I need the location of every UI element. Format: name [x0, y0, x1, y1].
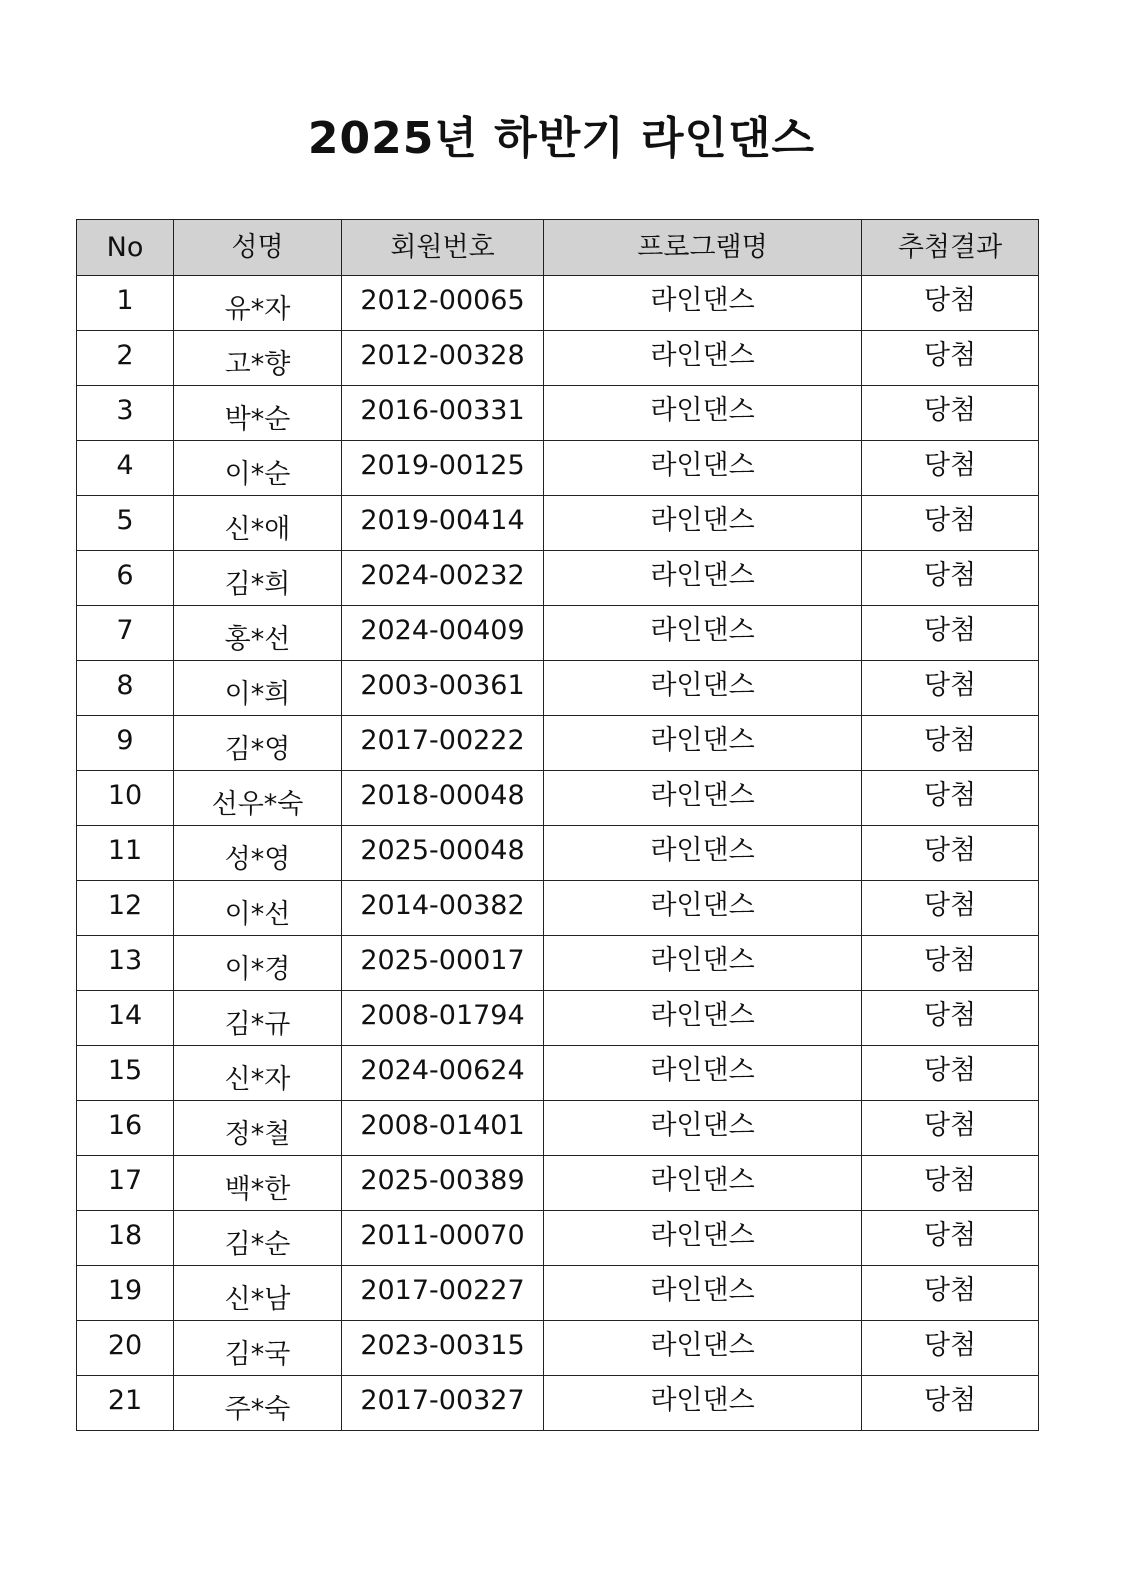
- program-name: 라인댄스: [650, 504, 755, 536]
- program-name-cell: [544, 1376, 862, 1431]
- member-name: 신*자: [224, 1063, 291, 1095]
- member-name: 이*선: [224, 898, 291, 930]
- draw-result-cell: [862, 936, 1039, 991]
- member-id: 2017-00327: [360, 1384, 525, 1416]
- member-name: 이*경: [224, 953, 291, 985]
- draw-result: 당첨: [923, 284, 977, 316]
- member-id-cell: [342, 881, 544, 936]
- table-row: [77, 661, 1039, 716]
- program-name-cell: [544, 1046, 862, 1101]
- member-name: 선우*숙: [211, 788, 304, 820]
- draw-result-cell: [862, 1046, 1039, 1101]
- table-row: [77, 1321, 1039, 1376]
- row-number-cell: [77, 826, 174, 881]
- program-name-cell: [544, 1321, 862, 1376]
- row-number-cell: [77, 1376, 174, 1431]
- row-number: 16: [107, 1109, 143, 1141]
- draw-result-cell: [862, 1376, 1039, 1431]
- member-id-cell: [342, 441, 544, 496]
- table-row: [77, 441, 1039, 496]
- header-row: [77, 220, 1039, 276]
- draw-result-cell: [862, 661, 1039, 716]
- member-name: 김*희: [224, 568, 291, 600]
- member-id-cell: [342, 606, 544, 661]
- member-id-cell: [342, 276, 544, 331]
- header-program: 프로그램명: [544, 220, 862, 276]
- row-number-cell: [77, 441, 174, 496]
- member-name: 고*향: [224, 348, 291, 380]
- draw-result-cell: [862, 606, 1039, 661]
- header-result: 추첨결과: [862, 220, 1039, 276]
- program-name-cell: [544, 881, 862, 936]
- draw-result-cell: [862, 991, 1039, 1046]
- row-number-cell: [77, 991, 174, 1046]
- member-name: 성*영: [224, 843, 291, 875]
- member-name-cell: [174, 1266, 342, 1321]
- draw-result-cell: [862, 551, 1039, 606]
- program-name-cell: [544, 551, 862, 606]
- draw-result: 당첨: [923, 1164, 977, 1196]
- row-number: 10: [107, 779, 143, 811]
- program-name: 라인댄스: [650, 999, 755, 1031]
- row-number: 21: [107, 1384, 143, 1416]
- row-number: 9: [116, 724, 134, 756]
- table-row: [77, 1156, 1039, 1211]
- member-name: 신*남: [224, 1283, 291, 1315]
- row-number: 11: [107, 834, 143, 866]
- program-name: 라인댄스: [650, 449, 755, 481]
- member-name: 이*희: [224, 678, 291, 710]
- draw-result: 당첨: [923, 1274, 977, 1306]
- table-row: [77, 881, 1039, 936]
- member-id: 2023-00315: [360, 1329, 525, 1361]
- row-number-cell: [77, 661, 174, 716]
- draw-result-cell: [862, 276, 1039, 331]
- draw-result: 당첨: [923, 999, 977, 1031]
- lottery-results-table: [76, 219, 1039, 1431]
- member-name-cell: [174, 936, 342, 991]
- row-number: 20: [107, 1329, 143, 1361]
- program-name-cell: [544, 661, 862, 716]
- row-number-cell: [77, 1266, 174, 1321]
- program-name-cell: [544, 1211, 862, 1266]
- draw-result-cell: [862, 1321, 1039, 1376]
- draw-result-cell: [862, 1266, 1039, 1321]
- draw-result-cell: [862, 1101, 1039, 1156]
- row-number-cell: [77, 606, 174, 661]
- draw-result-cell: [862, 441, 1039, 496]
- member-id: 2012-00065: [360, 284, 525, 316]
- draw-result: 당첨: [923, 1109, 977, 1141]
- draw-result: 당첨: [923, 1384, 977, 1416]
- member-name: 신*애: [224, 513, 291, 545]
- program-name-cell: [544, 441, 862, 496]
- table-row: [77, 936, 1039, 991]
- table-row: [77, 331, 1039, 386]
- member-name-cell: [174, 826, 342, 881]
- draw-result-cell: [862, 496, 1039, 551]
- member-id-cell: [342, 1101, 544, 1156]
- table-row: [77, 1046, 1039, 1101]
- row-number: 2: [116, 339, 134, 371]
- row-number-cell: [77, 1321, 174, 1376]
- program-name: 라인댄스: [650, 1164, 755, 1196]
- member-name-cell: [174, 991, 342, 1046]
- row-number: 4: [116, 449, 134, 481]
- member-name: 김*규: [224, 1008, 291, 1040]
- member-name-cell: [174, 276, 342, 331]
- draw-result: 당첨: [923, 724, 977, 756]
- row-number-cell: [77, 936, 174, 991]
- member-name: 백*한: [224, 1173, 291, 1205]
- row-number: 14: [107, 999, 143, 1031]
- draw-result: 당첨: [923, 1219, 977, 1251]
- row-number: 18: [107, 1219, 143, 1251]
- program-name-cell: [544, 771, 862, 826]
- draw-result: 당첨: [923, 944, 977, 976]
- program-name-cell: [544, 386, 862, 441]
- table-row: [77, 551, 1039, 606]
- row-number-cell: [77, 1101, 174, 1156]
- member-name-cell: [174, 1101, 342, 1156]
- member-name: 유*자: [224, 293, 291, 325]
- member-name-cell: [174, 1321, 342, 1376]
- table-row: [77, 826, 1039, 881]
- row-number: 3: [116, 394, 134, 426]
- member-name-cell: [174, 1376, 342, 1431]
- program-name: 라인댄스: [650, 834, 755, 866]
- member-name-cell: [174, 331, 342, 386]
- program-name-cell: [544, 1266, 862, 1321]
- member-name: 주*숙: [224, 1393, 291, 1425]
- row-number-cell: [77, 551, 174, 606]
- program-name: 라인댄스: [650, 1109, 755, 1141]
- row-number-cell: [77, 771, 174, 826]
- member-id-cell: [342, 386, 544, 441]
- member-name: 이*순: [224, 458, 291, 490]
- row-number: 7: [116, 614, 134, 646]
- draw-result: 당첨: [923, 779, 977, 811]
- member-id-cell: [342, 1321, 544, 1376]
- program-name: 라인댄스: [650, 1384, 755, 1416]
- table-row: [77, 496, 1039, 551]
- draw-result: 당첨: [923, 1329, 977, 1361]
- program-name-cell: [544, 606, 862, 661]
- program-name-cell: [544, 1101, 862, 1156]
- program-name-cell: [544, 1156, 862, 1211]
- member-id-cell: [342, 826, 544, 881]
- program-name: 라인댄스: [650, 669, 755, 701]
- row-number-cell: [77, 1046, 174, 1101]
- member-name-cell: [174, 1046, 342, 1101]
- member-name-cell: [174, 1211, 342, 1266]
- table-row: [77, 276, 1039, 331]
- table-row: [77, 1376, 1039, 1431]
- member-name-cell: [174, 1156, 342, 1211]
- member-name: 홍*선: [224, 623, 291, 655]
- member-name-cell: [174, 606, 342, 661]
- member-id: 2019-00125: [360, 449, 525, 481]
- program-name: 라인댄스: [650, 394, 755, 426]
- row-number: 13: [107, 944, 143, 976]
- program-name-cell: [544, 331, 862, 386]
- program-name-cell: [544, 716, 862, 771]
- draw-result-cell: [862, 881, 1039, 936]
- row-number: 5: [116, 504, 134, 536]
- program-name-cell: [544, 826, 862, 881]
- row-number-cell: [77, 331, 174, 386]
- member-id: 2025-00017: [360, 944, 525, 976]
- draw-result-cell: [862, 771, 1039, 826]
- member-id: 2014-00382: [360, 889, 525, 921]
- draw-result: 당첨: [923, 394, 977, 426]
- member-id: 2024-00624: [360, 1054, 525, 1086]
- program-name: 라인댄스: [650, 1219, 755, 1251]
- draw-result-cell: [862, 331, 1039, 386]
- row-number: 8: [116, 669, 134, 701]
- table-row: [77, 386, 1039, 441]
- member-id-cell: [342, 936, 544, 991]
- member-name-cell: [174, 551, 342, 606]
- member-id-cell: [342, 991, 544, 1046]
- member-name-cell: [174, 881, 342, 936]
- draw-result-cell: [862, 386, 1039, 441]
- draw-result: 당첨: [923, 614, 977, 646]
- draw-result: 당첨: [923, 504, 977, 536]
- row-number-cell: [77, 716, 174, 771]
- member-id-cell: [342, 1376, 544, 1431]
- draw-result: 당첨: [923, 889, 977, 921]
- draw-result-cell: [862, 1211, 1039, 1266]
- table-body: [77, 276, 1039, 1431]
- row-number-cell: [77, 1211, 174, 1266]
- program-name: 라인댄스: [650, 779, 755, 811]
- header-member-id: 회원번호: [342, 220, 544, 276]
- member-id: 2016-00331: [360, 394, 525, 426]
- member-id: 2018-00048: [360, 779, 525, 811]
- program-name: 라인댄스: [650, 1274, 755, 1306]
- draw-result-cell: [862, 826, 1039, 881]
- row-number-cell: [77, 496, 174, 551]
- member-id: 2024-00232: [360, 559, 525, 591]
- member-id-cell: [342, 551, 544, 606]
- member-id: 2025-00389: [360, 1164, 525, 1196]
- table-row: [77, 771, 1039, 826]
- row-number: 19: [107, 1274, 143, 1306]
- member-name: 정*철: [224, 1118, 291, 1150]
- table-row: [77, 716, 1039, 771]
- draw-result-cell: [862, 1156, 1039, 1211]
- program-name: 라인댄스: [650, 944, 755, 976]
- member-id: 2003-00361: [360, 669, 525, 701]
- row-number: 1: [116, 284, 134, 316]
- member-id: 2017-00227: [360, 1274, 525, 1306]
- member-id-cell: [342, 1211, 544, 1266]
- member-id: 2017-00222: [360, 724, 525, 756]
- member-name-cell: [174, 441, 342, 496]
- member-name-cell: [174, 771, 342, 826]
- table-row: [77, 1266, 1039, 1321]
- table-row: [77, 1101, 1039, 1156]
- member-id: 2012-00328: [360, 339, 525, 371]
- header-name: 성명: [174, 220, 342, 276]
- table-row: [77, 606, 1039, 661]
- draw-result: 당첨: [923, 834, 977, 866]
- program-name-cell: [544, 991, 862, 1046]
- row-number-cell: [77, 276, 174, 331]
- program-name: 라인댄스: [650, 339, 755, 371]
- member-name: 박*순: [224, 403, 291, 435]
- table-header: [77, 220, 1039, 276]
- program-name-cell: [544, 276, 862, 331]
- member-id: 2019-00414: [360, 504, 525, 536]
- page-title: 2025년 하반기 라인댄스: [307, 113, 816, 165]
- member-name: 김*순: [224, 1228, 291, 1260]
- member-id: 2025-00048: [360, 834, 525, 866]
- member-id: 2024-00409: [360, 614, 525, 646]
- member-id-cell: [342, 771, 544, 826]
- member-name: 김*영: [224, 733, 291, 765]
- member-name-cell: [174, 716, 342, 771]
- program-name-cell: [544, 936, 862, 991]
- program-name: 라인댄스: [650, 724, 755, 756]
- program-name: 라인댄스: [650, 1054, 755, 1086]
- row-number: 17: [107, 1164, 143, 1196]
- member-id: 2011-00070: [360, 1219, 525, 1251]
- member-id-cell: [342, 716, 544, 771]
- draw-result-cell: [862, 716, 1039, 771]
- member-name-cell: [174, 661, 342, 716]
- row-number: 12: [107, 889, 143, 921]
- member-name-cell: [174, 386, 342, 441]
- draw-result: 당첨: [923, 559, 977, 591]
- row-number-cell: [77, 386, 174, 441]
- row-number: 6: [116, 559, 134, 591]
- member-id-cell: [342, 1266, 544, 1321]
- draw-result: 당첨: [923, 669, 977, 701]
- member-id-cell: [342, 1046, 544, 1101]
- member-id-cell: [342, 331, 544, 386]
- row-number-cell: [77, 1156, 174, 1211]
- draw-result: 당첨: [923, 449, 977, 481]
- program-name: 라인댄스: [650, 889, 755, 921]
- member-id-cell: [342, 496, 544, 551]
- row-number: 15: [107, 1054, 143, 1086]
- row-number-cell: [77, 881, 174, 936]
- member-name: 김*국: [224, 1338, 291, 1370]
- member-id: 2008-01794: [360, 999, 525, 1031]
- draw-result: 당첨: [923, 339, 977, 371]
- draw-result: 당첨: [923, 1054, 977, 1086]
- table-row: [77, 1211, 1039, 1266]
- program-name-cell: [544, 496, 862, 551]
- member-name-cell: [174, 496, 342, 551]
- program-name: 라인댄스: [650, 614, 755, 646]
- table-row: [77, 991, 1039, 1046]
- program-name: 라인댄스: [650, 284, 755, 316]
- program-name: 라인댄스: [650, 1329, 755, 1361]
- member-id-cell: [342, 1156, 544, 1211]
- member-id: 2008-01401: [360, 1109, 525, 1141]
- member-id-cell: [342, 661, 544, 716]
- header-no: No: [77, 220, 174, 276]
- program-name: 라인댄스: [650, 559, 755, 591]
